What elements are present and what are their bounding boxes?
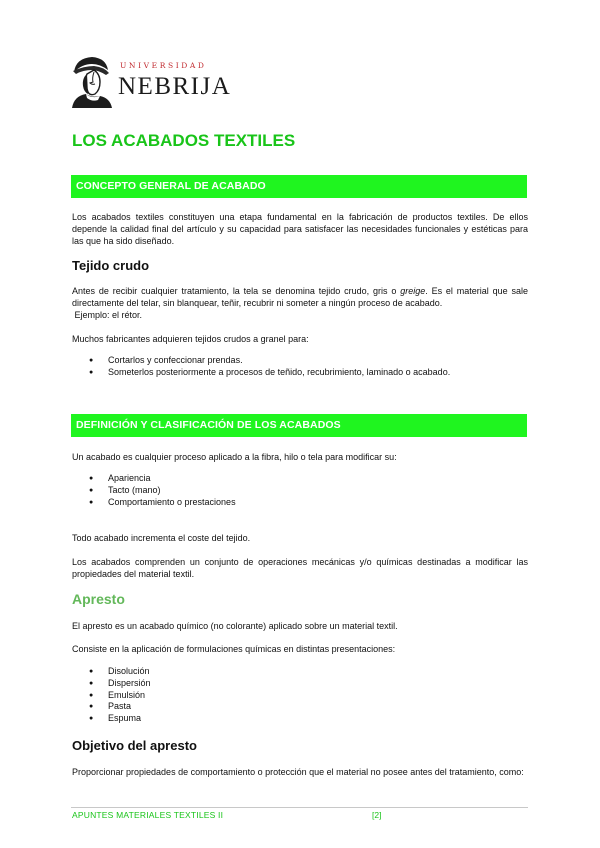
list-item: ● Disolución: [89, 666, 151, 678]
page-number: [2]: [372, 810, 382, 820]
section-header-concepto: [71, 175, 527, 198]
intro-paragraph: Los acabados textiles constituyen una etapa fundamental en la fabricación de productos textiles. De ellos depende la calidad final del artículo y su capacidad para satisfacer las necesidades funcionales y estéticas para las que ha sido diseñado.: [72, 212, 528, 246]
footer-divider: [71, 807, 528, 808]
acabado-definition: Un acabado es cualquier proceso aplicado a la fibra, hilo o tela para modificar su:: [72, 452, 397, 462]
section-header-label: CONCEPTO GENERAL DE ACABADO: [76, 180, 266, 192]
heading-apresto: Apresto: [72, 591, 125, 607]
section-header-label: DEFINICIÓN Y CLASIFICACIÓN DE LOS ACABADOS: [76, 419, 341, 431]
list-item: ● Cortarlos y confeccionar prendas.: [89, 355, 450, 367]
list-item: ● Tacto (mano): [89, 485, 236, 497]
heading-tejido-crudo: Tejido crudo: [72, 258, 150, 273]
fabricantes-paragraph: Muchos fabricantes adquieren tejidos crudos a granel para:: [72, 334, 309, 344]
list-item: ● Espuma: [89, 713, 151, 725]
tejido-crudo-example: Ejemplo: el rétor.: [74, 310, 143, 320]
list-item: ● Dispersión: [89, 678, 151, 690]
logo-universidad-text: UNIVERSIDAD: [120, 61, 207, 70]
section-header-definicion: [71, 414, 527, 437]
nebrija-portrait-icon: [70, 52, 114, 108]
list-item: ● Someterlos posteriormente a procesos de teñido, recubrimiento, laminado o acabado.: [89, 367, 450, 379]
tejido-crudo-paragraph: [72, 285, 528, 321]
document-title: LOS ACABADOS TEXTILES: [72, 131, 296, 150]
greige-term: greige: [400, 286, 426, 296]
acabado-modifica-list: [89, 473, 236, 508]
list-item: ● Comportamiento o prestaciones: [89, 497, 236, 509]
objetivo-paragraph: Proporcionar propiedades de comportamiento o protección que el material no posee antes del tratamiento, como:: [72, 767, 524, 777]
apresto-definition: El apresto es un acabado químico (no colorante) aplicado sobre un material textil.: [72, 621, 398, 631]
heading-objetivo: Objetivo del apresto: [72, 738, 197, 753]
presentaciones-list: [89, 666, 151, 725]
footer-title: APUNTES MATERIALES TEXTILES II: [72, 810, 224, 820]
list-item: ● Emulsión: [89, 690, 151, 702]
tejido-crudo-text-a: Antes de recibir cualquier tratamiento, la tela se denomina tejido crudo, gris o: [72, 286, 401, 296]
list-item: ● Apariencia: [89, 473, 236, 485]
apresto-formulaciones: Consiste en la aplicación de formulaciones químicas en distintas presentaciones:: [72, 644, 396, 654]
coste-paragraph: Todo acabado incrementa el coste del tejido.: [72, 533, 251, 543]
logo-nebrija-text: NEBRIJA: [118, 73, 232, 100]
operaciones-paragraph: Los acabados comprenden un conjunto de operaciones mecánicas y/o químicas destinadas a modificar las propiedades del material textil.: [72, 557, 528, 579]
university-logo: [70, 52, 240, 110]
tejido-crudo-text-b: . Es el material que sale directamente del telar, sin blanquear, teñir, recubrir ni someter a ningún proceso de acabado.: [72, 286, 529, 308]
list-item: ● Pasta: [89, 701, 151, 713]
fabricantes-list: [89, 355, 450, 379]
